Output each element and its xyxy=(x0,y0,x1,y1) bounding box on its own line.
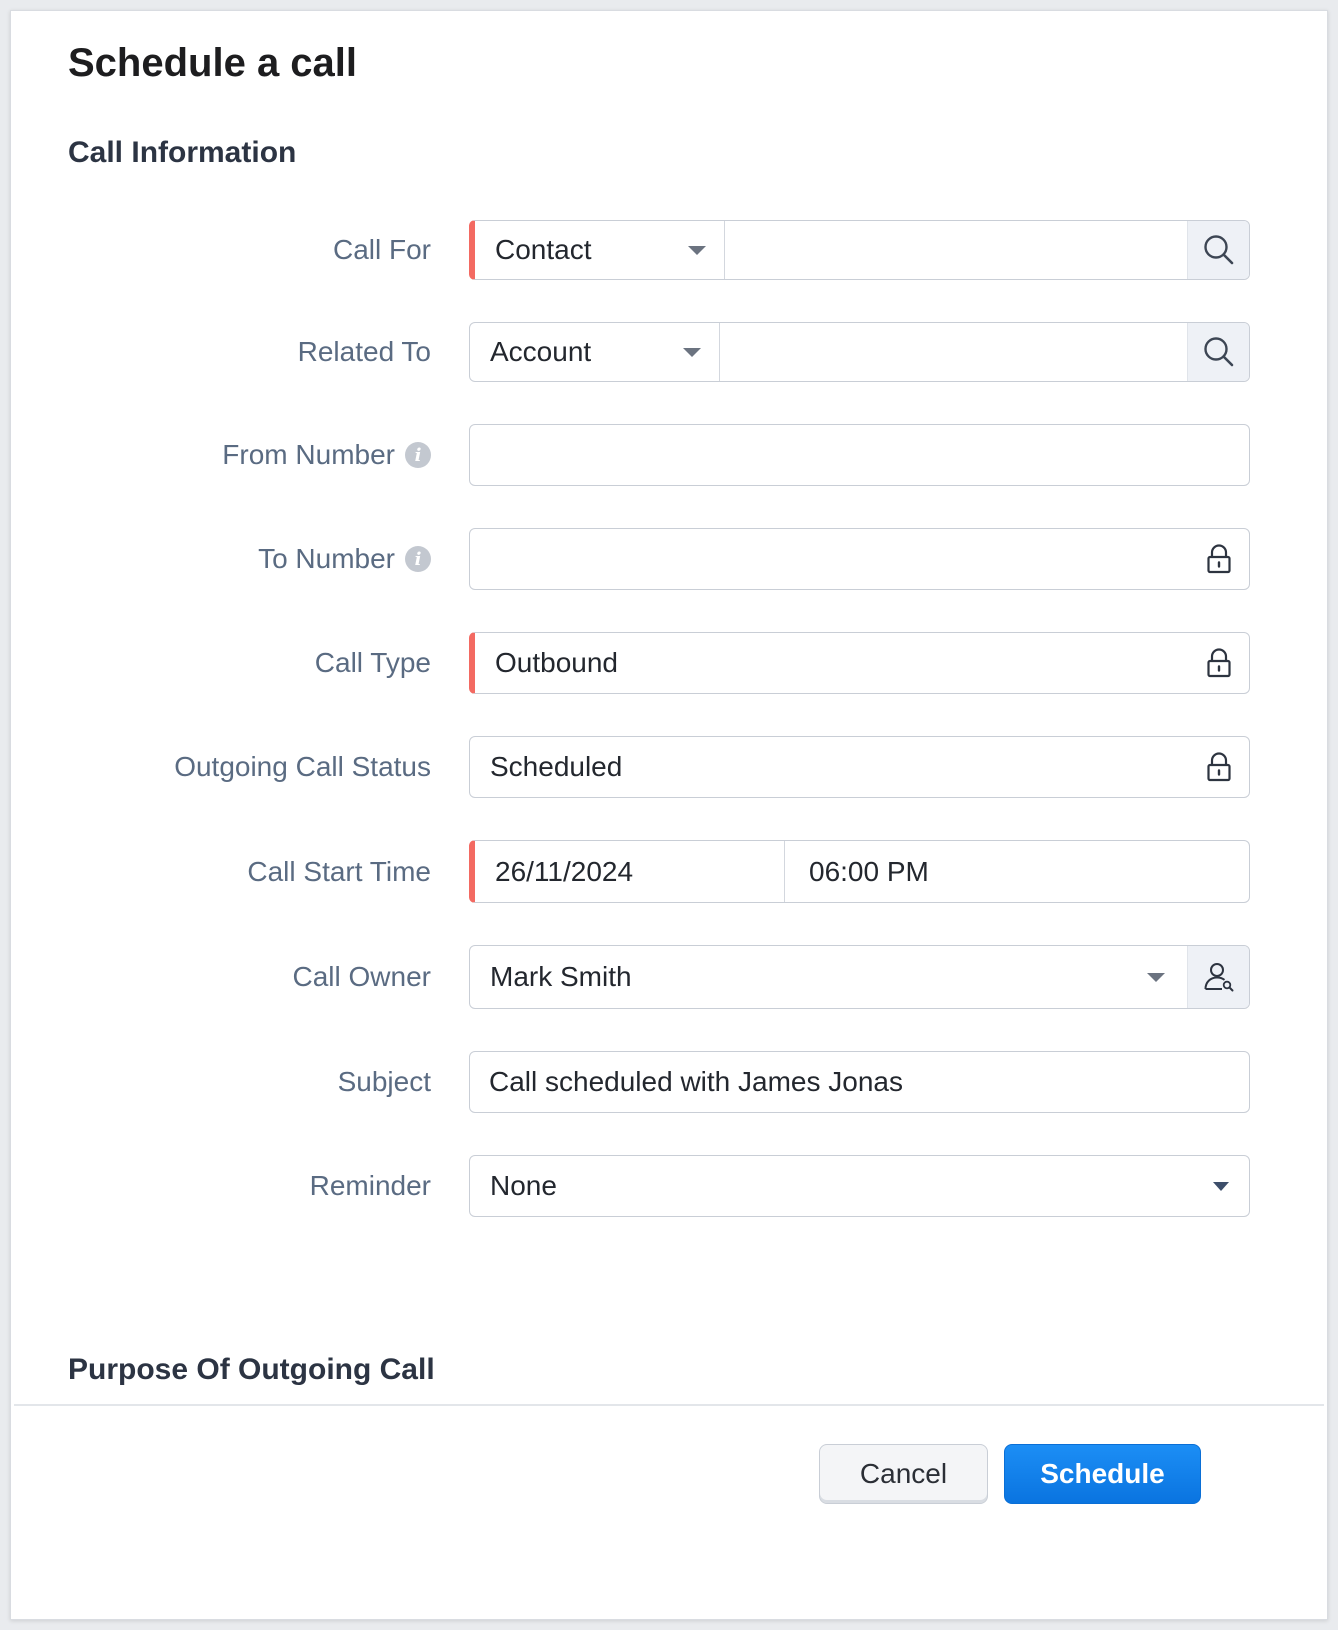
to-number-value xyxy=(470,529,1189,589)
subject-field[interactable] xyxy=(469,1051,1250,1113)
related-to-label-text: Related To xyxy=(297,336,431,367)
subject-input[interactable]: Call scheduled with James Jonas xyxy=(489,1066,903,1097)
related-to-search-button[interactable] xyxy=(1187,323,1249,381)
cancel-button[interactable]: Cancel xyxy=(819,1444,988,1504)
related-to-type-value: Account xyxy=(490,336,592,367)
chevron-down-icon xyxy=(683,348,701,357)
subject-label-text: Subject xyxy=(337,1066,431,1097)
from-number-label-text: From Number xyxy=(222,439,395,470)
from-number-input[interactable] xyxy=(470,425,1249,485)
to-number-field xyxy=(469,528,1250,590)
outgoing-call-status-field xyxy=(469,736,1250,798)
call-type-label-text: Call Type xyxy=(314,647,431,678)
row-subject xyxy=(11,1051,1329,1113)
schedule-call-dialog xyxy=(10,10,1328,1620)
row-reminder xyxy=(11,1155,1329,1217)
row-outgoing-call-status xyxy=(11,736,1329,798)
subject-label xyxy=(338,1066,431,1098)
reminder-dropdown-toggle[interactable] xyxy=(1213,1156,1249,1216)
search-icon xyxy=(1202,335,1236,369)
row-related-to xyxy=(11,322,1329,382)
section-title-call-information: Call Information xyxy=(68,136,297,169)
related-to-type-select[interactable] xyxy=(470,323,720,381)
call-owner-dropdown-toggle[interactable] xyxy=(1147,946,1187,1008)
chevron-down-icon xyxy=(688,246,706,255)
info-icon[interactable]: i xyxy=(405,546,431,572)
dialog-title: Schedule a call xyxy=(68,41,358,85)
call-for-search-button[interactable] xyxy=(1187,221,1249,279)
footer-divider xyxy=(14,1404,1324,1406)
outgoing-call-status-label xyxy=(174,751,431,783)
call-for-label-text: Call For xyxy=(332,234,431,265)
related-to-label xyxy=(298,336,431,368)
chevron-down-icon xyxy=(1147,973,1165,982)
related-to-field xyxy=(469,322,1250,382)
reminder-value: None xyxy=(490,1170,557,1201)
reminder-label xyxy=(310,1170,431,1202)
search-icon xyxy=(1202,233,1236,267)
row-call-type xyxy=(11,632,1329,694)
row-from-number xyxy=(11,424,1329,486)
reminder-label-text: Reminder xyxy=(309,1170,431,1201)
call-type-field xyxy=(469,632,1250,694)
call-owner-label-text: Call Owner xyxy=(292,961,431,992)
schedule-button[interactable]: Schedule xyxy=(1004,1444,1201,1504)
call-start-time-label xyxy=(247,856,431,888)
call-start-time-label-text: Call Start Time xyxy=(247,855,431,887)
row-to-number xyxy=(11,528,1329,590)
row-call-owner xyxy=(11,945,1329,1009)
section-title-purpose-of-outgoing-call: Purpose Of Outgoing Call xyxy=(68,1353,435,1386)
call-owner-field xyxy=(469,945,1250,1009)
row-call-for xyxy=(11,220,1329,280)
call-for-type-value: Contact xyxy=(495,234,592,265)
lock-icon xyxy=(1189,737,1249,797)
call-for-type-select[interactable] xyxy=(475,221,725,279)
from-number-field[interactable] xyxy=(469,424,1250,486)
lock-icon xyxy=(1189,633,1249,693)
call-type-label xyxy=(315,647,431,679)
call-type-value: Outbound xyxy=(495,647,618,678)
call-start-time-input[interactable]: 06:00 PM xyxy=(809,855,929,887)
call-for-label xyxy=(333,234,431,266)
info-icon[interactable]: i xyxy=(405,442,431,468)
outgoing-call-status-value: Scheduled xyxy=(490,751,623,782)
call-owner-label xyxy=(293,961,431,993)
call-owner-select[interactable]: Mark Smith xyxy=(490,961,632,992)
call-for-field xyxy=(469,220,1250,280)
lock-icon xyxy=(1189,529,1249,589)
row-call-start-time xyxy=(11,840,1329,903)
related-to-input[interactable] xyxy=(720,323,1187,381)
outgoing-call-status-label-text: Outgoing Call Status xyxy=(174,751,431,782)
from-number-label xyxy=(222,439,431,471)
chevron-down-icon xyxy=(1213,1182,1229,1191)
reminder-select[interactable] xyxy=(469,1155,1250,1217)
to-number-label xyxy=(258,543,431,575)
user-search-icon xyxy=(1202,960,1236,994)
call-start-date-input[interactable]: 26/11/2024 xyxy=(475,841,785,902)
to-number-label-text: To Number xyxy=(258,543,395,574)
call-for-input[interactable] xyxy=(725,221,1187,279)
call-start-time-field xyxy=(469,840,1250,903)
call-owner-lookup-button[interactable] xyxy=(1187,946,1249,1008)
